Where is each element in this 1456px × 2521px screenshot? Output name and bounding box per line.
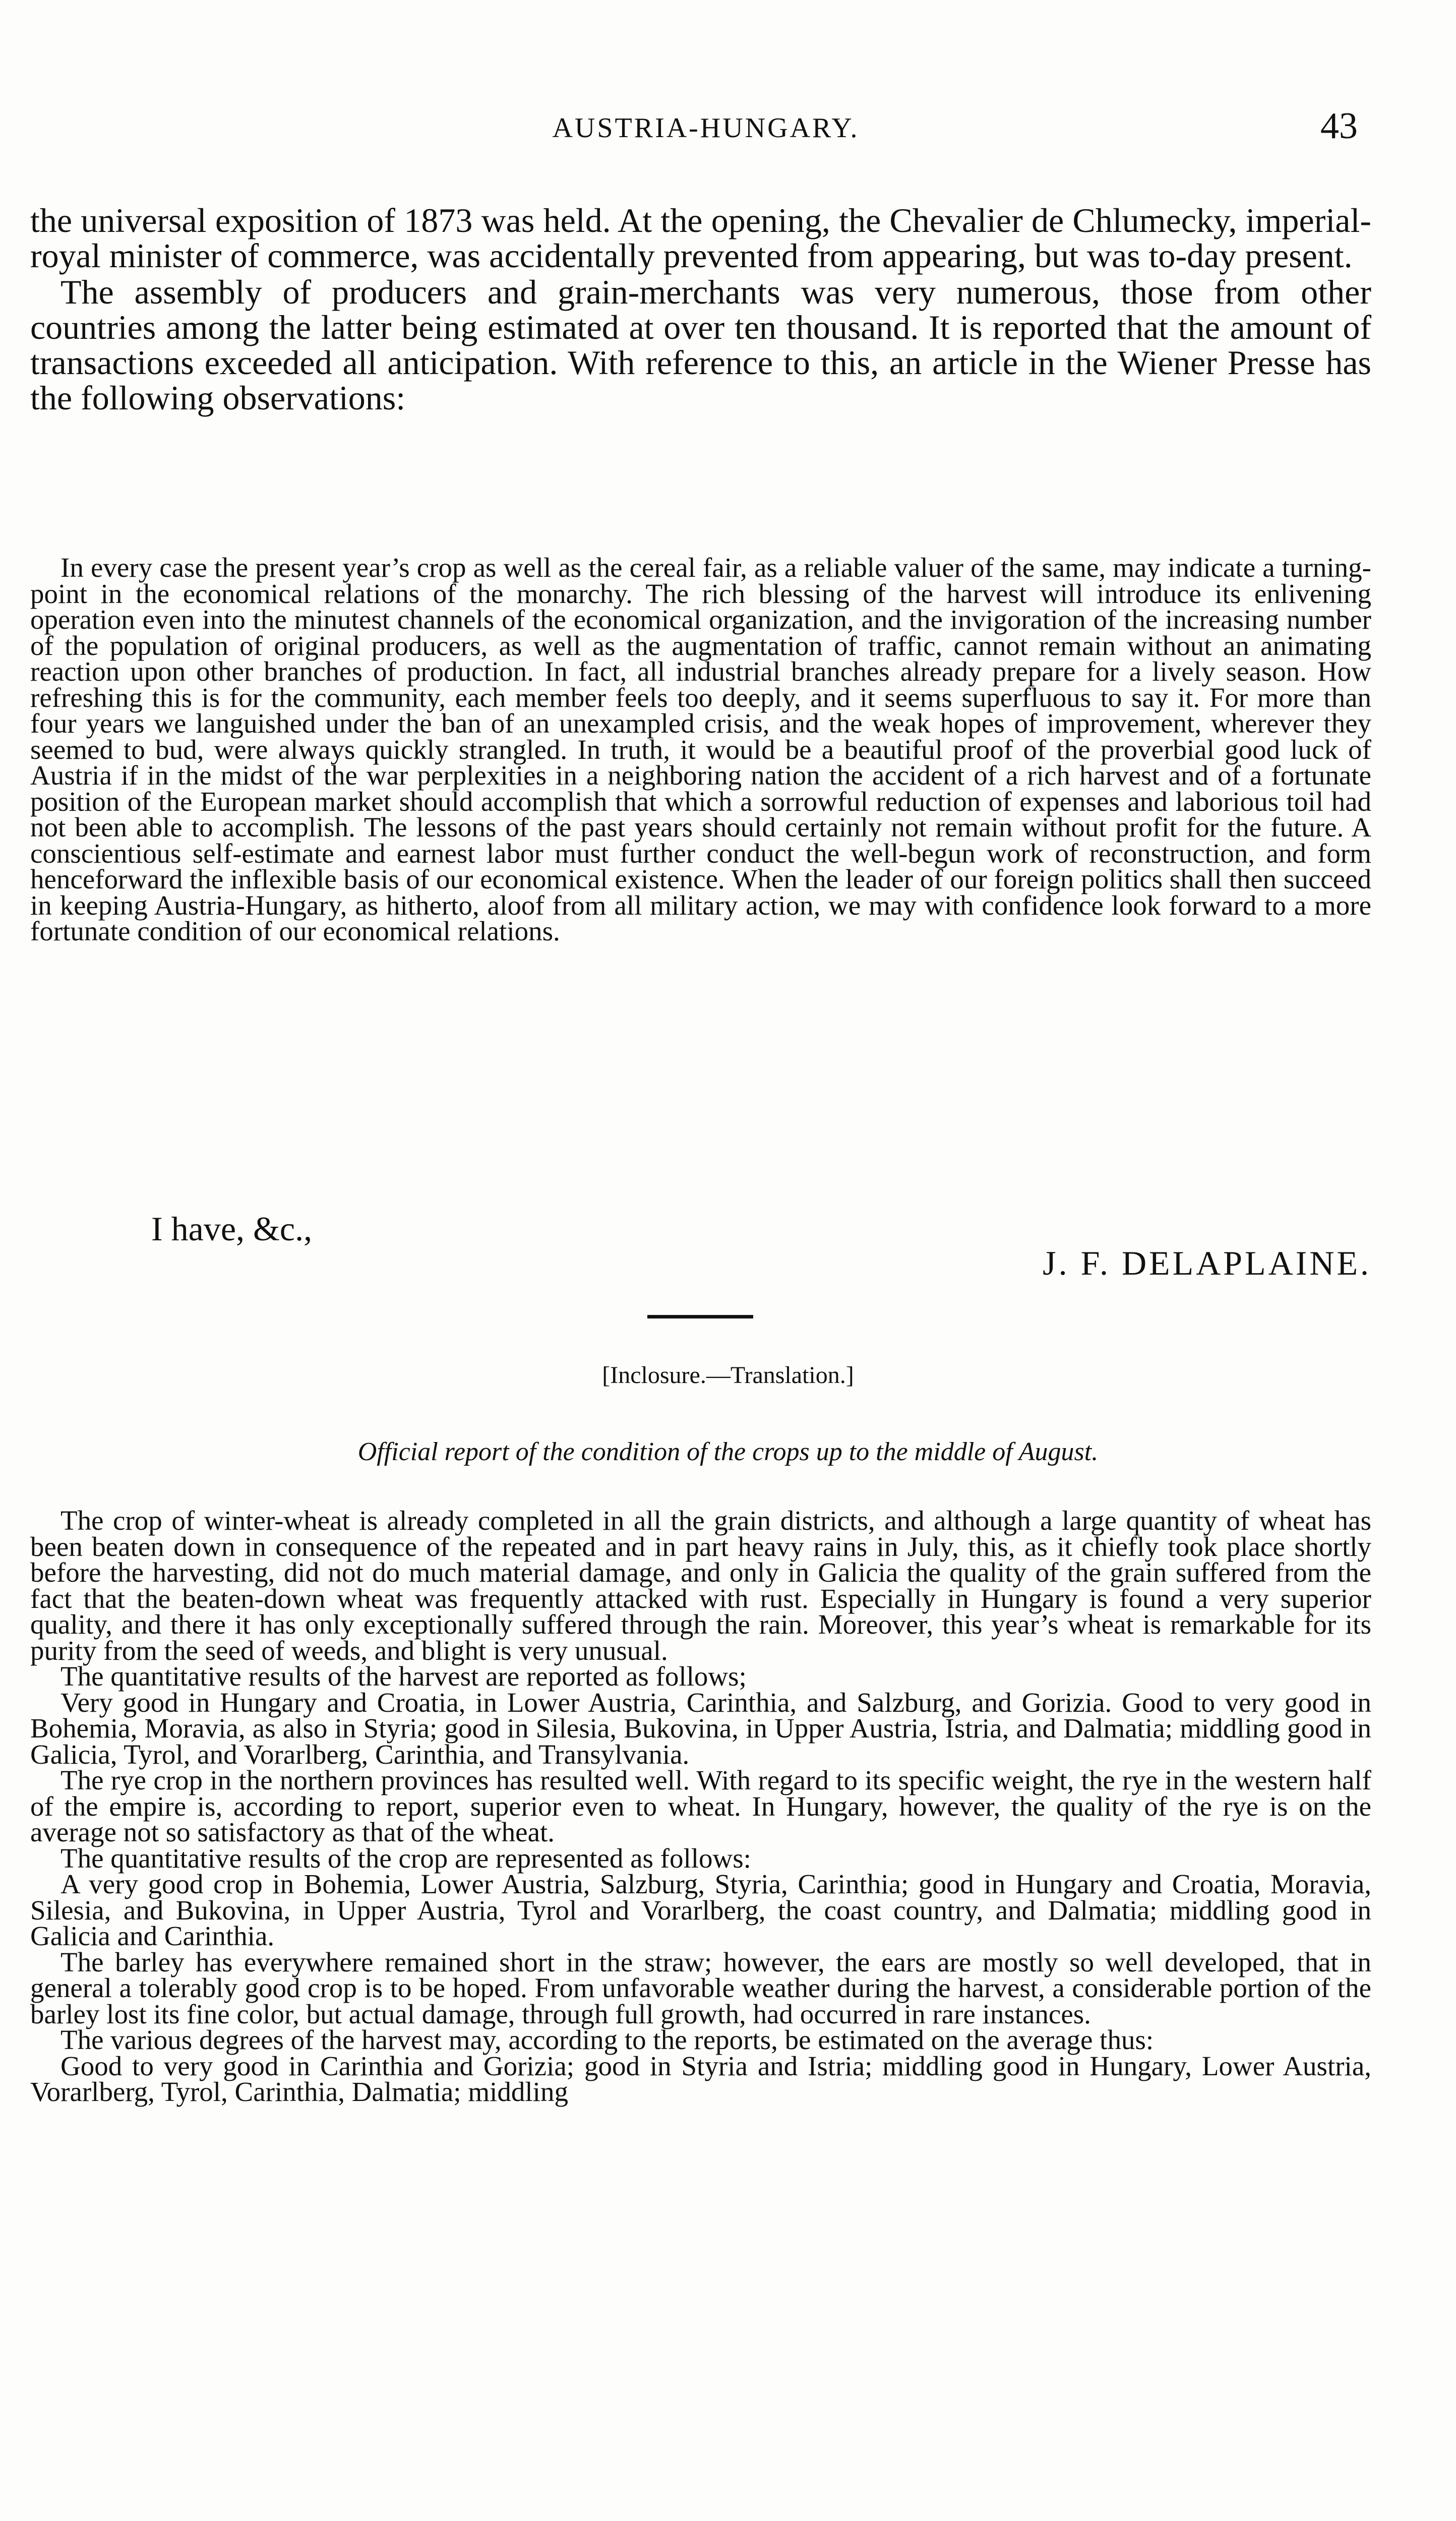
report-title: Official report of the condition of the crops up to the middle of August. xyxy=(357,1437,1099,1466)
running-title: AUSTRIA-HUNGARY. xyxy=(552,112,860,144)
report-paragraph: The crop of winter-wheat is already completed in all the grain districts, and although a large quantity of wheat has been beaten down in consequence of the repeated and in part heavy rains in July, this, as it chiefly took place shortly before the harvesting, did not do much material damage, and only in Galicia the quality of the grain suffered from the fact that the beaten-down wheat was frequently attacked with rust. Especially in Hungary is found a very superior quality, and there it has only exceptionally suffered through the rain. Moreover, this year’s wheat is remarkable for its purity from the seed of weeds, and blight is very unusual. xyxy=(30,1505,1371,1666)
running-head xyxy=(0,105,1456,157)
report-paragraph: Good to very good in Carinthia and Gorizia; good in Styria and Istria; middling good in Hungary, Lower Austria, Vorarlberg, Tyrol, Carinthia, Dalmatia; middling xyxy=(30,2050,1371,2107)
letter-closing xyxy=(30,1209,1371,1290)
section-divider xyxy=(647,1315,753,1318)
letter-body xyxy=(30,203,1371,416)
report-body xyxy=(30,1505,1371,2107)
report-paragraph: A very good crop in Bohemia, Lower Austria, Salzburg, Styria, Carinthia; good in Hungary and Croatia, Moravia, Silesia, and Bukovina, in Upper Austria, Tyrol and Vorarlberg, the coast country, and Dalmatia; middling good in Galicia and Carinthia. xyxy=(30,1869,1371,1951)
report-paragraph: The rye crop in the northern provinces has resulted well. With regard to its specific weight, the rye in the western half of the empire is, according to report, superior even to wheat. In Hungary, however, the quality of the rye is on the average not so satisfactory as that of the wheat. xyxy=(30,1765,1371,1847)
closing-phrase: I have, &c., xyxy=(151,1210,313,1248)
report-paragraph: The various degrees of the harvest may, according to the reports, be estimated on the average thus: xyxy=(60,2024,1154,2055)
page-number: 43 xyxy=(1320,105,1358,147)
report-paragraph: The quantitative results of the harvest are reported as follows; xyxy=(60,1661,747,1692)
report-paragraph: Very good in Hungary and Croatia, in Lower Austria, Carinthia, and Salzburg, and Gorizia. Good to very good in Bohemia, Moravia, as also in Styria; good in Silesia, Bukovina, in Upper Austria, Istria, and Dalmatia; middling good in Galicia, Tyrol, and Vorarlberg, Carinthia, and Transylvania. xyxy=(30,1687,1371,1770)
letter-paragraph: The assembly of producers and grain-merchants was very numerous, those from other countries among the latter being estimated at over ten thousand. It is reported that the amount of transactions exceeded all anticipation. With reference to this, an article in the Wiener Presse has the following observations: xyxy=(30,273,1371,417)
quote-paragraph: In every case the present year’s crop as well as the cereal fair, as a reliable valuer of the same, may indicate a turning-point in the economical relations of the monarchy. The rich blessing of the harvest will introduce its enlivening operation even into the minutest channels of the economical organization, and the invigoration of the increasing number of the population of original producers, as well as the augmentation of traffic, cannot remain without an animating reaction upon other branches of production. In fact, all industrial branches already prepare for a lively season. How refreshing this is for the community, each member feels too deeply, and it seems superfluous to say it. For more than four years we languished under the ban of an unexampled crisis, and the weak hopes of improvement, wherever they seemed to bud, were always quickly strangled. In truth, it would be a beautiful proof of the proverbial good luck of Austria if in the midst of the war perplexities in a neighboring nation the accident of a rich harvest and of a fortunate position of the European market should accomplish that which a sorrowful reduction of expenses and laborious toil had not been able to accomplish. The lessons of the past years should certainly not remain without profit for the future. A conscientious self-estimate and earnest labor must further conduct the well-begun work of reconstruction, and form henceforward the inflexible basis of our economical existence. When the leader of our foreign politics shall then succeed in keeping Austria-Hungary, as hitherto, aloof from all military action, we may with confidence look forward to a more fortunate condition of our economical relations. xyxy=(30,552,1371,946)
letter-paragraph: the universal exposition of 1873 was held. At the opening, the Chevalier de Chlumecky, imperial-royal minister of commerce, was accidentally prevented from appearing, but was to-day present. xyxy=(30,201,1371,275)
report-paragraph: The quantitative results of the crop are represented as follows: xyxy=(60,1842,751,1874)
inclosure-label: [Inclosure.—Translation.] xyxy=(602,1362,854,1389)
signature: J. F. DELAPLAINE. xyxy=(1043,1244,1371,1282)
report-paragraph: The barley has everywhere remained short in the straw; however, the ears are mostly so well developed, that in general a tolerably good crop is to be hoped. From unfavorable weather during the harvest, a considerable portion of the barley lost its fine color, but actual damage, through full growth, had occurred in rare instances. xyxy=(30,1946,1371,2029)
block-quote xyxy=(30,552,1371,946)
